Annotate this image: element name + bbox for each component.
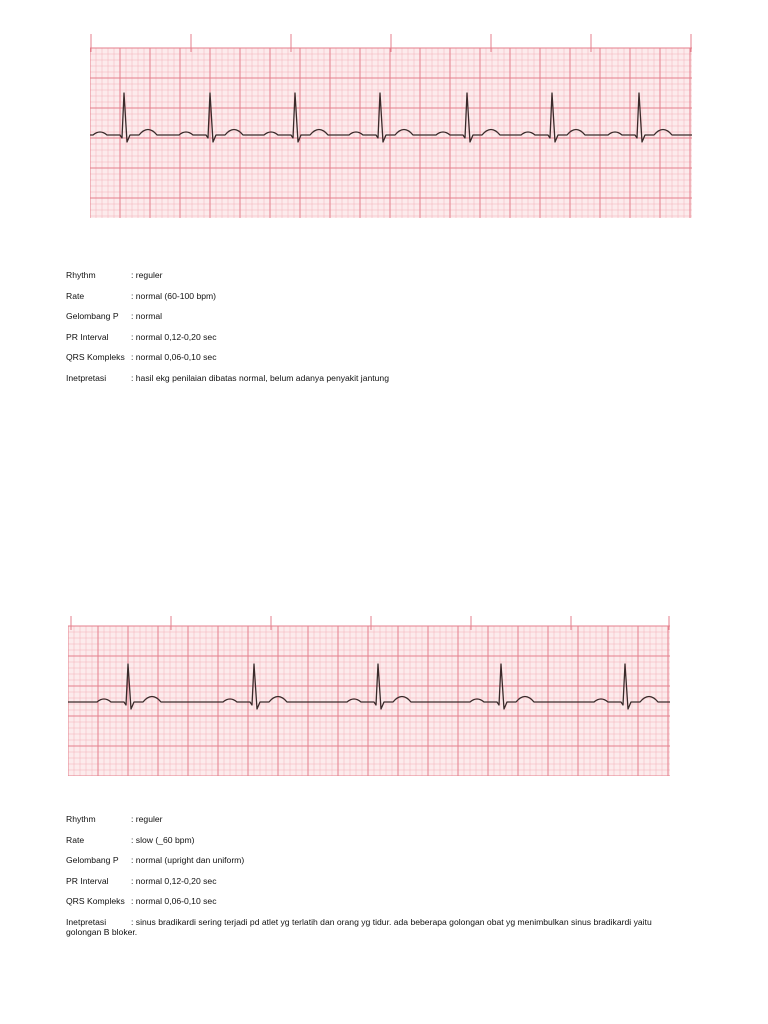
- interpretation-value: [66, 917, 701, 937]
- interpretation-text: : sinus bradikardi sering terjadi pd atlet yg terlatih dan orang yg tidur. ada beberapa golongan obat yg menimbulkan sinus bradikardi yaitu: [131, 916, 652, 927]
- qrs-complex-row: [66, 896, 701, 906]
- interpretation-value: : hasil ekg penilaian dibatas normal, belum adanya penyakit jantung: [131, 372, 389, 383]
- rhythm-label: Rhythm: [66, 270, 96, 280]
- p-wave-value: : normal (upright dan uniform): [131, 855, 245, 866]
- ecg-strip-2: [68, 616, 670, 776]
- ecg-strip-1: [90, 34, 692, 218]
- qrs-complex-label: QRS Kompleks: [66, 896, 125, 907]
- qrs-complex-label: QRS Kompleks: [66, 352, 125, 363]
- pr-interval-value: : normal 0,12-0,20 sec: [131, 331, 217, 342]
- pr-interval-value: : normal 0,12-0,20 sec: [131, 875, 217, 886]
- pr-interval-label: PR Interval: [66, 875, 109, 886]
- qrs-complex-value: : normal 0,06-0,10 sec: [131, 352, 217, 363]
- interpretation-label: Inetpretasi: [66, 916, 107, 927]
- ecg-info-2: [66, 814, 701, 948]
- rate-label: Rate: [66, 290, 85, 301]
- interpretation-row: [66, 917, 701, 937]
- rhythm-label: Rhythm: [66, 814, 96, 824]
- rhythm-row: [66, 814, 701, 824]
- pr-interval-row: [66, 876, 701, 886]
- interpretation-label: Inetpretasi: [66, 372, 107, 383]
- p-wave-label: Gelombang P: [66, 855, 119, 866]
- rate-value: : normal (60-100 bpm): [131, 290, 217, 301]
- rate-label: Rate: [66, 834, 85, 845]
- rhythm-value: : reguler: [131, 814, 163, 824]
- pr-interval-label: PR Interval: [66, 331, 109, 342]
- p-wave-value: : normal: [131, 311, 163, 322]
- p-wave-label: Gelombang P: [66, 311, 119, 322]
- rate-row: [66, 835, 701, 845]
- rhythm-value: : reguler: [131, 270, 163, 280]
- qrs-complex-value: : normal 0,06-0,10 sec: [131, 896, 217, 907]
- rate-value: : slow (_60 bpm): [131, 834, 195, 845]
- interpretation-continuation: golongan B bloker.: [66, 926, 138, 937]
- p-wave-row: [66, 855, 701, 865]
